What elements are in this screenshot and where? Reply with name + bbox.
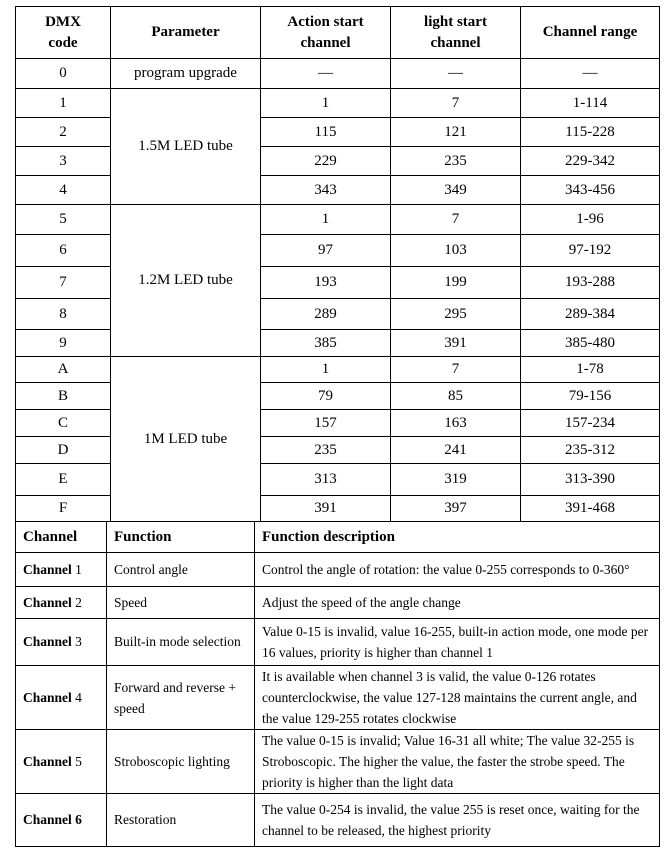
table-row [16,357,660,383]
light-start-cell: 235 [391,147,521,176]
header-channel-range: Channel range [521,7,660,59]
light-start-cell: 319 [391,464,521,496]
table-row [16,59,660,89]
action-start-cell: 343 [261,176,391,205]
channel-range-cell: 79-156 [521,383,660,410]
light-start-cell: — [391,59,521,89]
action-start-cell: 193 [261,267,391,299]
action-start-cell: 157 [261,410,391,437]
channel-range-cell: 391-468 [521,496,660,522]
light-start-cell: 163 [391,410,521,437]
document-page [15,6,659,847]
description-cell: It is available when channel 3 is valid, the value 0-126 rotates counterclockwise, the value 127-128 maintains the current angle, and the value 129-255 rotates clockwise [255,666,660,730]
header-function-description: Function description [255,522,660,553]
action-start-cell: 235 [261,437,391,464]
light-start-cell: 349 [391,176,521,205]
channel-range-cell: 313-390 [521,464,660,496]
dmx-code-cell: 4 [16,176,111,205]
light-start-cell: 7 [391,357,521,383]
header-action-start: Action start channel [261,7,391,59]
light-start-cell: 7 [391,205,521,235]
function-cell: Speed [107,587,255,619]
function-cell: Stroboscopic lighting [107,730,255,794]
dmx-code-cell: E [16,464,111,496]
channel-cell: Channel 1 [16,553,107,587]
action-start-cell: — [261,59,391,89]
dmx-code-table [15,6,660,522]
description-cell: The value 0-254 is invalid, the value 255 is reset once, waiting for the channel to be released, the highest priority [255,794,660,847]
header-dmx-code: DMX code [16,7,111,59]
parameter-cell: program upgrade [111,59,261,89]
light-start-cell: 391 [391,330,521,357]
action-start-cell: 1 [261,205,391,235]
dmx-code-cell: 7 [16,267,111,299]
channel-range-cell: 97-192 [521,235,660,267]
channel-cell: Channel 6 [16,794,107,847]
dmx-code-cell: 8 [16,299,111,330]
action-start-cell: 97 [261,235,391,267]
parameter-cell: 1M LED tube [111,357,261,522]
dmx-code-cell: 1 [16,89,111,118]
channel-function-table [15,521,660,847]
dmx-code-cell: 6 [16,235,111,267]
channel-range-cell: — [521,59,660,89]
table-row [16,619,660,666]
channel-range-cell: 1-78 [521,357,660,383]
header-parameter: Parameter [111,7,261,59]
header-light-start: light start channel [391,7,521,59]
description-cell: Adjust the speed of the angle change [255,587,660,619]
dmx-code-cell: 0 [16,59,111,89]
channel-cell: Channel 2 [16,587,107,619]
function-cell: Control angle [107,553,255,587]
function-cell: Built-in mode selection [107,619,255,666]
channel-range-cell: 289-384 [521,299,660,330]
channel-range-cell: 235-312 [521,437,660,464]
table-row [16,794,660,847]
light-start-cell: 7 [391,89,521,118]
light-start-cell: 397 [391,496,521,522]
table-row [16,587,660,619]
channel-cell: Channel 5 [16,730,107,794]
table-row [16,553,660,587]
action-start-cell: 391 [261,496,391,522]
channel-cell: Channel 3 [16,619,107,666]
header-channel: Channel [16,522,107,553]
dmx-code-cell: 3 [16,147,111,176]
function-cell: Forward and reverse + speed [107,666,255,730]
light-start-cell: 241 [391,437,521,464]
channel-range-cell: 229-342 [521,147,660,176]
dmx-code-cell: C [16,410,111,437]
channel-cell: Channel 4 [16,666,107,730]
table-row [16,205,660,235]
dmx-code-cell: 9 [16,330,111,357]
dmx-code-cell: D [16,437,111,464]
table-row [16,89,660,118]
channel-range-cell: 343-456 [521,176,660,205]
action-start-cell: 79 [261,383,391,410]
channel-range-cell: 1-114 [521,89,660,118]
table-row [16,666,660,730]
dmx-code-cell: F [16,496,111,522]
description-cell: Value 0-15 is invalid, value 16-255, built-in action mode, one mode per 16 values, priority is higher than channel 1 [255,619,660,666]
header-function: Function [107,522,255,553]
description-cell: The value 0-15 is invalid; Value 16-31 all white; The value 32-255 is Stroboscopic. The higher the value, the faster the strobe speed. The priority is higher than the light data [255,730,660,794]
channel-range-cell: 1-96 [521,205,660,235]
action-start-cell: 229 [261,147,391,176]
light-start-cell: 103 [391,235,521,267]
action-start-cell: 1 [261,357,391,383]
parameter-cell: 1.2M LED tube [111,205,261,357]
action-start-cell: 289 [261,299,391,330]
dmx-code-cell: B [16,383,111,410]
dmx-code-cell: A [16,357,111,383]
action-start-cell: 313 [261,464,391,496]
channel-range-cell: 115-228 [521,118,660,147]
light-start-cell: 121 [391,118,521,147]
function-cell: Restoration [107,794,255,847]
dmx-code-cell: 2 [16,118,111,147]
description-cell: Control the angle of rotation: the value 0-255 corresponds to 0-360° [255,553,660,587]
channel-header-row [16,522,660,553]
table-row [16,730,660,794]
dmx-header-row [16,7,660,59]
channel-range-cell: 385-480 [521,330,660,357]
action-start-cell: 385 [261,330,391,357]
action-start-cell: 115 [261,118,391,147]
action-start-cell: 1 [261,89,391,118]
channel-range-cell: 157-234 [521,410,660,437]
channel-range-cell: 193-288 [521,267,660,299]
light-start-cell: 199 [391,267,521,299]
parameter-cell: 1.5M LED tube [111,89,261,205]
light-start-cell: 85 [391,383,521,410]
light-start-cell: 295 [391,299,521,330]
dmx-code-cell: 5 [16,205,111,235]
